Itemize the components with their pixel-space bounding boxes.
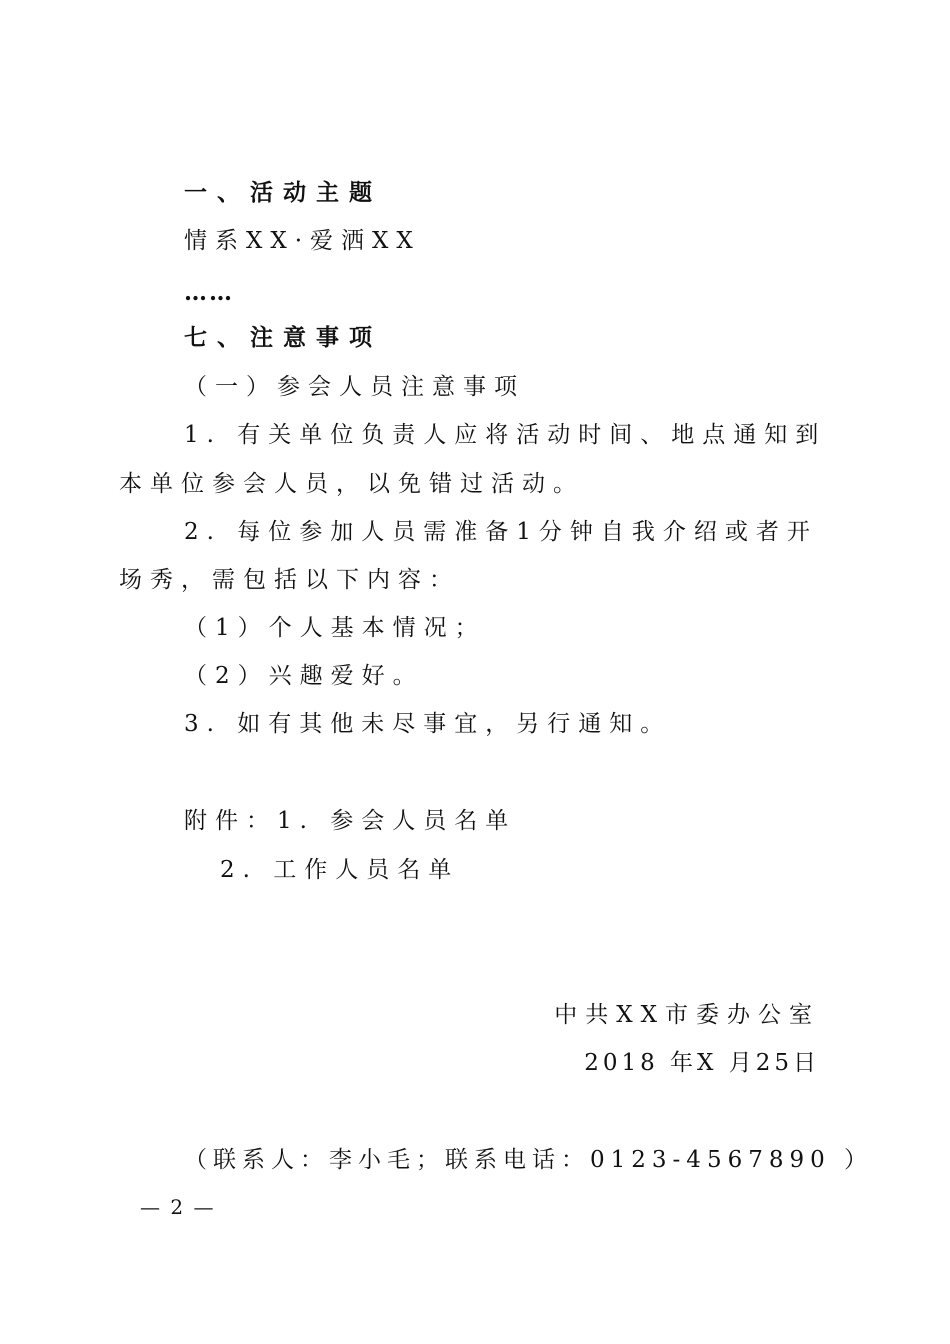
section1-heading: 一、活动主题 <box>184 179 382 206</box>
contact-info: （联系人：李小毛；联系电话：0123-4567890 ） <box>184 1147 874 1173</box>
item1-line2: 本单位参会人员，以免错过活动。 <box>119 471 584 497</box>
item3: 3. 如有其他未尽事宜，另行通知。 <box>184 711 672 737</box>
item2-line2: 场秀，需包括以下内容： <box>119 567 460 593</box>
section7-heading: 七、注意事项 <box>184 324 382 351</box>
ellipsis: …… <box>184 279 234 306</box>
item2-line1: 2. 每位参加人员需准备1分钟自我介绍或者开 <box>184 519 818 545</box>
issuer: 中共XX市委办公室 <box>554 1002 820 1028</box>
section1-content: 情系XX·爱洒XX <box>184 228 421 254</box>
item2-sub2: （2）兴趣爱好。 <box>184 663 424 689</box>
page-number: — 2 — <box>140 1195 216 1219</box>
item1-line1: 1. 有关单位负责人应将活动时间、地点通知到 <box>184 422 827 448</box>
attachment-line1: 附件：1. 参会人员名单 <box>184 808 517 834</box>
attachment-line2: 2. 工作人员名单 <box>220 857 460 883</box>
subsection1-heading: （一）参会人员注意事项 <box>184 374 525 400</box>
item2-sub1: （1）个人基本情况； <box>184 615 486 641</box>
issue-date: 2018 年X 月25日 <box>584 1050 820 1076</box>
